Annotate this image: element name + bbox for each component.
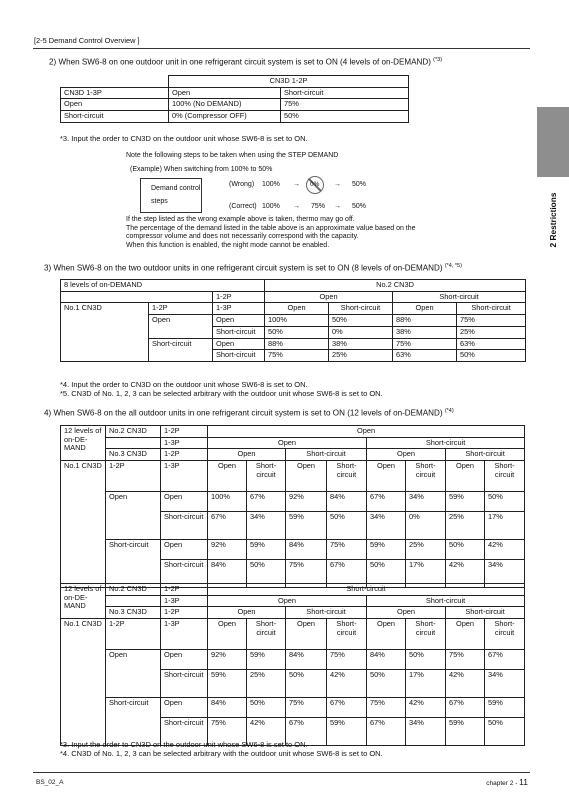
table-cell: Short-circuit	[406, 619, 446, 650]
table-cell: Open	[208, 619, 247, 650]
table-cell: 12 levels of on-DE-MAND	[61, 426, 106, 461]
wrong-value-3: 50%	[352, 181, 367, 188]
table-cell: Short-circuit	[286, 607, 367, 619]
table-cell: CN3D 1-3P	[61, 87, 169, 99]
example-notes	[126, 216, 416, 250]
table-cell: 1-2P	[106, 619, 161, 650]
table-cell: Short-circuit	[106, 698, 161, 746]
table-cell: No.3 CN3D	[106, 449, 161, 461]
text-label: When this function is enabled, the night mode cannot be enabled.	[126, 241, 330, 249]
section-header: [2-5 Demand Control Overview ]	[34, 36, 140, 45]
table-cell: 88%	[393, 315, 457, 327]
table-cell: 92%	[208, 650, 247, 670]
table-cell: Short-circuit	[457, 303, 526, 315]
table-cell: 59%	[208, 670, 247, 698]
table-cell: 67%	[286, 718, 327, 746]
table-cell: 50%	[281, 111, 409, 123]
table-cell: 59%	[367, 540, 406, 560]
text-label: (*4)	[444, 408, 454, 414]
table-cell: 59%	[485, 698, 525, 718]
table-row	[61, 449, 525, 461]
table-cell: 63%	[393, 350, 457, 362]
table-cell: Open	[446, 619, 485, 650]
table-cell: Short-circuit	[327, 619, 367, 650]
table-cell: Open	[161, 492, 208, 512]
table-cell: No.1 CN3D	[61, 619, 106, 746]
text-label: If the step listed as the wrong example above is taken, thermo may go off.	[126, 216, 355, 223]
table-cell: 84%	[208, 560, 247, 588]
table-cell: Short-circuit	[393, 291, 526, 303]
table-cell: 34%	[367, 512, 406, 540]
arrow-icon: →	[293, 203, 300, 210]
table-cell: 0%	[329, 326, 393, 338]
table-row	[61, 437, 525, 449]
table-cell: No.2 CN3D	[265, 280, 526, 292]
table-cell: 50%	[367, 560, 406, 588]
table-cell: 92%	[286, 492, 327, 512]
table-cell: 42%	[247, 718, 286, 746]
table-cell: 42%	[327, 670, 367, 698]
table-row	[61, 492, 525, 512]
table-cell: 67%	[485, 650, 525, 670]
table-cell: 50%	[286, 670, 327, 698]
table-cell: Open	[208, 437, 367, 449]
section-4-table-b	[60, 583, 525, 746]
table-cell: Short-circuit	[367, 437, 525, 449]
table-cell: 75%	[265, 350, 329, 362]
table-cell: 12 levels of on-DE-MAND	[61, 584, 106, 619]
table-cell: Open	[446, 461, 485, 492]
table-cell: Open	[208, 595, 367, 607]
table-cell: 1-2P	[161, 449, 208, 461]
table-cell: Open	[367, 607, 446, 619]
table-cell: 1-3P	[161, 437, 208, 449]
arrow-icon: →	[334, 181, 341, 188]
table-cell: 1-2P	[149, 303, 213, 315]
text-label: Demand control	[151, 185, 201, 192]
table-cell: Short-circuit	[61, 111, 169, 123]
text-label: 2 Restrictions	[548, 192, 558, 248]
section-3-footnotes	[60, 380, 383, 399]
table-cell: 0%	[406, 512, 446, 540]
table-cell: Open	[208, 461, 247, 492]
table-cell: 75%	[286, 560, 327, 588]
section-4-footnotes	[60, 740, 383, 759]
table-cell: 34%	[406, 492, 446, 512]
table-cell: 34%	[247, 512, 286, 540]
footnote-3: *3. Input the order to CN3D on the outdoor unit whose SW6-8 is set to ON.	[60, 134, 308, 143]
table-cell: Open	[169, 87, 281, 99]
table-row	[61, 76, 409, 88]
table-cell: 84%	[286, 540, 327, 560]
table-cell: Open	[106, 650, 161, 698]
table-cell: Open	[367, 619, 406, 650]
text-label: steps	[151, 198, 168, 205]
table-row	[61, 99, 409, 111]
table-cell: 75%	[367, 698, 406, 718]
table-cell: 34%	[406, 718, 446, 746]
header-divider	[33, 48, 530, 49]
table-cell: Open	[286, 461, 327, 492]
table-cell: 25%	[446, 512, 485, 540]
example-case: (Example) When switching from 100% to 50%	[130, 166, 273, 173]
table-cell: 1-2P	[106, 461, 161, 492]
table-cell: 1-2P	[161, 607, 208, 619]
table-cell: 67%	[367, 492, 406, 512]
table-row	[61, 595, 525, 607]
table-cell: No.1 CN3D	[61, 461, 106, 588]
table-cell: 25%	[247, 670, 286, 698]
table-cell: 59%	[247, 650, 286, 670]
table-cell: 84%	[367, 650, 406, 670]
table-cell: 67%	[327, 698, 367, 718]
table-row	[61, 607, 525, 619]
wrong-value-1: 100%	[262, 181, 280, 188]
text-label: The percentage of the demand listed in the table above is an approximate value based on the	[126, 224, 416, 232]
text-label: chapter 2 -	[486, 780, 520, 787]
table-cell: CN3D 1-2P	[169, 76, 409, 88]
section-3-table	[60, 279, 526, 362]
chapter-side-label	[540, 175, 566, 265]
table-cell: 59%	[286, 512, 327, 540]
table-cell: Open	[393, 303, 457, 315]
table-cell: No.1 CN3D	[61, 303, 149, 362]
table-cell: No.2 CN3D	[106, 426, 161, 438]
table-cell: 1-2P	[213, 291, 265, 303]
text-label: *5. CN3D of No. 1, 2, 3 can be selected arbitrary with the outdoor unit whose SW6-8 is set to ON.	[60, 389, 383, 399]
table-cell: 88%	[265, 338, 329, 350]
table-cell: 59%	[446, 718, 485, 746]
table-cell: 75%	[208, 718, 247, 746]
table-row	[61, 111, 409, 123]
table-cell: 75%	[446, 650, 485, 670]
table-row	[61, 426, 525, 438]
table-cell: 50%	[446, 540, 485, 560]
section-2-table	[60, 75, 409, 123]
table-cell: 50%	[485, 718, 525, 746]
table-cell: Short-circuit	[485, 461, 525, 492]
chapter-side-tab	[537, 107, 569, 177]
table-cell: Short-circuit	[247, 461, 286, 492]
table-cell: No.3 CN3D	[106, 607, 161, 619]
table-cell: 84%	[286, 650, 327, 670]
example-lead: Note the following steps to be taken when using the STEP DEMAND	[126, 152, 339, 159]
table-cell: 42%	[446, 670, 485, 698]
table-cell: Short-circuit	[213, 350, 265, 362]
table-cell: 25%	[406, 540, 446, 560]
table-cell: 50%	[457, 350, 526, 362]
text-label: *4. CN3D of No. 1, 2, 3 can be selected arbitrary with the outdoor unit whose SW6-8 is set to ON.	[60, 749, 383, 759]
table-cell: Short-circuit	[446, 449, 525, 461]
table-cell: 50%	[406, 650, 446, 670]
table-cell	[106, 595, 161, 607]
text-label: (*4, *5)	[444, 263, 462, 269]
table-cell: Open	[61, 99, 169, 111]
table-cell: No.2 CN3D	[106, 584, 161, 596]
table-cell: Short-circuit	[286, 449, 367, 461]
table-cell: 42%	[446, 560, 485, 588]
correct-value-1: 100%	[262, 203, 280, 210]
table-row	[61, 87, 409, 99]
table-cell: Short-circuit	[327, 461, 367, 492]
table-cell: 75%	[327, 650, 367, 670]
table-row	[61, 698, 525, 718]
table-cell: Short-circuit	[329, 303, 393, 315]
table-cell: Short-circuit	[106, 540, 161, 588]
table-row	[61, 461, 525, 492]
table-cell: 59%	[247, 540, 286, 560]
table-cell: Short-circuit	[406, 461, 446, 492]
table-cell: 42%	[485, 540, 525, 560]
table-cell: 100% (No DEMAND)	[169, 99, 281, 111]
text-label: 4) When SW6-8 on the all outdoor units in one refrigerant circuit system is set to ON (12 levels of on-DEMAND)	[44, 408, 445, 418]
table-cell: 67%	[208, 512, 247, 540]
table-cell: 34%	[485, 670, 525, 698]
footer-page-number	[486, 777, 528, 787]
table-cell: 59%	[446, 492, 485, 512]
table-cell: Short-circuit	[367, 595, 525, 607]
table-cell: 50%	[247, 560, 286, 588]
text-label: 2) When SW6-8 on one outdoor unit in one refrigerant circuit system is set to ON (4 levels of on-DEMAND)	[49, 57, 434, 67]
table-cell: Open	[149, 315, 213, 338]
table-cell: Open	[208, 426, 525, 438]
table-cell: Open	[161, 650, 208, 670]
table-cell: Short-circuit	[281, 87, 409, 99]
table-cell: 1-3P	[161, 461, 208, 492]
table-cell: 75%	[327, 540, 367, 560]
footer-divider	[33, 772, 530, 773]
correct-value-3: 50%	[352, 203, 367, 210]
table-cell: Short-circuit	[247, 619, 286, 650]
table-cell: 75%	[393, 338, 457, 350]
table-cell: 38%	[329, 338, 393, 350]
table-cell	[61, 291, 213, 303]
table-cell: 1-3P	[161, 595, 208, 607]
text-label: (*3)	[433, 57, 443, 63]
table-cell: Short-circuit	[485, 619, 525, 650]
table-cell: Short-circuit	[161, 670, 208, 698]
table-cell: 67%	[367, 718, 406, 746]
correct-label: (Correct)	[229, 203, 257, 210]
text-label: *3. Input the order to CN3D on the outdoor unit whose SW6-8 is set to ON.	[60, 740, 308, 749]
table-cell: Open	[286, 619, 327, 650]
footer-doc-code: BS_02_A	[36, 779, 64, 786]
table-cell: 84%	[208, 698, 247, 718]
table-cell: 42%	[406, 698, 446, 718]
table-cell: 59%	[327, 718, 367, 746]
table-cell: Short-circuit	[161, 560, 208, 588]
table-cell: 25%	[329, 350, 393, 362]
table-cell: 1-2P	[161, 584, 208, 596]
table-cell	[106, 437, 161, 449]
table-cell: Short-circuit	[446, 607, 525, 619]
text-label: 3) When SW6-8 on the two outdoor units in one refrigerant circuit system is set to ON (8 levels of on-DEMAND)	[44, 263, 445, 273]
table-cell: Open	[213, 338, 265, 350]
table-row	[61, 584, 525, 596]
table-cell: 1-2P	[161, 426, 208, 438]
table-cell: Open	[213, 315, 265, 327]
table-row	[61, 291, 526, 303]
table-cell: 50%	[247, 698, 286, 718]
table-cell: 34%	[485, 560, 525, 588]
table-cell: Open	[367, 461, 406, 492]
table-corner: 8 levels of on-DEMAND	[61, 280, 265, 292]
table-cell: 92%	[208, 540, 247, 560]
text-label: compressor volume and does not necessarily correspond with the capacity.	[126, 233, 359, 241]
table-row	[61, 280, 526, 292]
section-4-title	[44, 408, 454, 418]
table-cell: 50%	[485, 492, 525, 512]
table-cell: 50%	[265, 326, 329, 338]
table-cell: 17%	[485, 512, 525, 540]
table-cell: Open	[208, 607, 286, 619]
wrong-value-2: 0%	[310, 181, 320, 188]
arrow-icon: →	[293, 181, 300, 188]
arrow-icon: →	[334, 203, 341, 210]
text-label: 11	[519, 777, 528, 787]
table-cell: 0% (Compressor OFF)	[169, 111, 281, 123]
table-cell: Open	[265, 291, 393, 303]
section-4-table-a	[60, 425, 525, 588]
table-cell: 75%	[457, 315, 526, 327]
table-cell: 1-3P	[161, 619, 208, 650]
table-row	[61, 303, 526, 315]
table-cell: Open	[161, 540, 208, 560]
table-cell: 67%	[327, 560, 367, 588]
text-label: *4. Input the order to CN3D on the outdoor unit whose SW6-8 is set to ON.	[60, 380, 308, 389]
table-cell: 17%	[406, 670, 446, 698]
table-cell: 100%	[265, 315, 329, 327]
table-cell: 50%	[329, 315, 393, 327]
table-cell: Short-circuit	[161, 718, 208, 746]
table-cell: Open	[106, 492, 161, 540]
table-row	[61, 650, 525, 670]
table-cell: 84%	[327, 492, 367, 512]
wrong-label: (Wrong)	[229, 181, 255, 188]
section-3-title	[44, 263, 462, 273]
table-cell: 100%	[208, 492, 247, 512]
table-cell: Open	[208, 449, 286, 461]
table-cell: Short-circuit	[149, 338, 213, 361]
table-row	[61, 619, 525, 650]
table-cell: 1-3P	[213, 303, 265, 315]
correct-value-2: 75%	[311, 203, 326, 210]
table-cell: 63%	[457, 338, 526, 350]
table-cell: 67%	[247, 492, 286, 512]
table-cell: Short-circuit	[213, 326, 265, 338]
table-cell: Short-circuit	[161, 512, 208, 540]
table-cell: Open	[265, 303, 329, 315]
demand-control-box	[140, 178, 202, 213]
table-cell: 50%	[327, 512, 367, 540]
table-cell: Short-circuit	[208, 584, 525, 596]
table-cell: Open	[367, 449, 446, 461]
table-cell	[61, 76, 169, 88]
table-row	[61, 540, 525, 560]
table-cell: 50%	[367, 670, 406, 698]
table-cell: 75%	[286, 698, 327, 718]
table-cell: 25%	[457, 326, 526, 338]
table-cell: 75%	[281, 99, 409, 111]
section-2-title	[49, 57, 442, 67]
table-cell: 38%	[393, 326, 457, 338]
table-cell: Open	[161, 698, 208, 718]
table-cell: 17%	[406, 560, 446, 588]
table-cell: 67%	[446, 698, 485, 718]
